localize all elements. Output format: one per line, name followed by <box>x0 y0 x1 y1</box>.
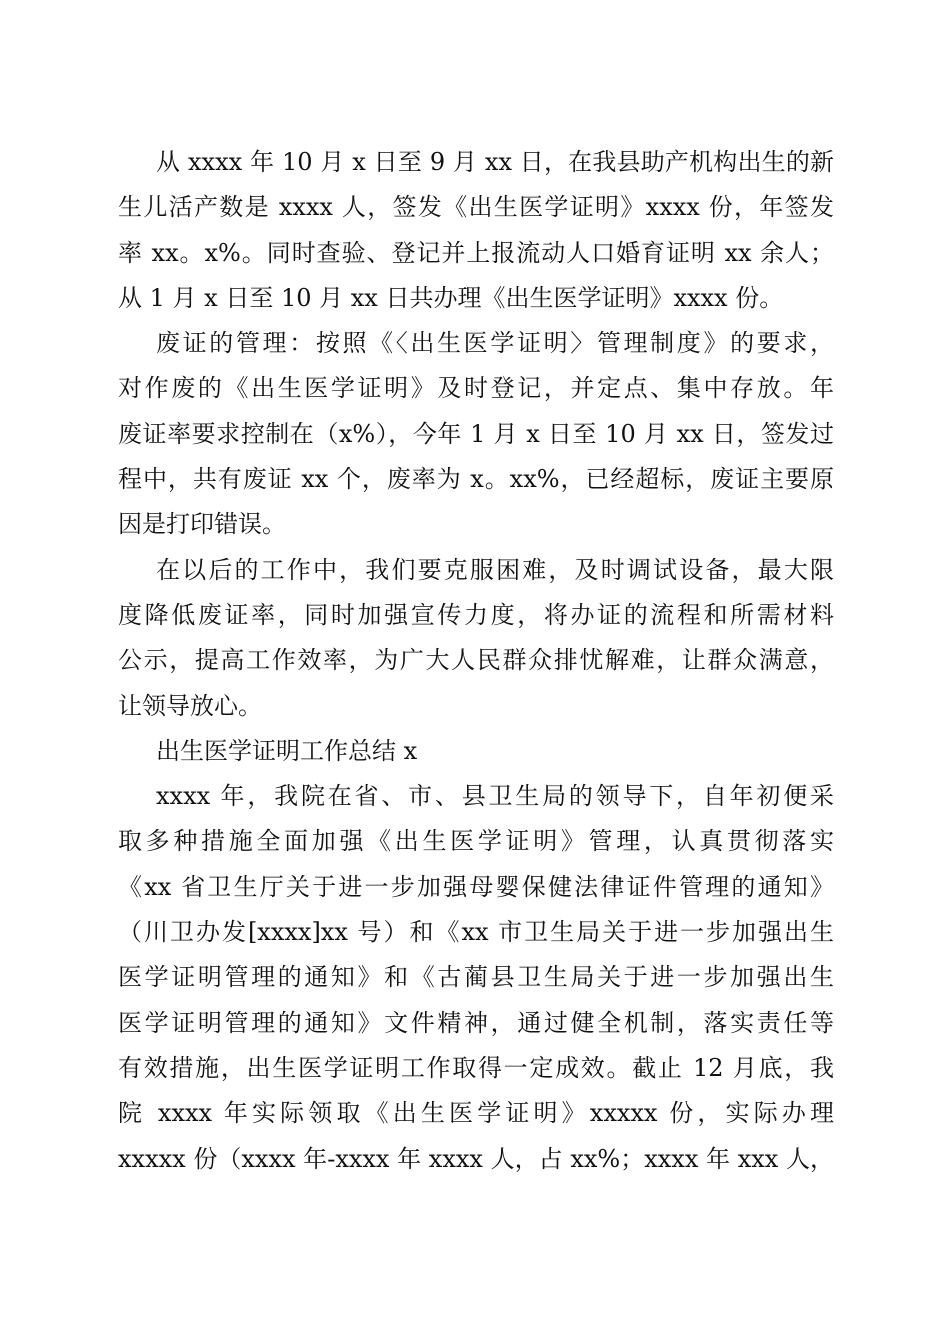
text-line: 院 xxxx 年实际领取《出生医学证明》xxxxx 份，实际办理 <box>118 1099 834 1128</box>
heading-line: 出生医学证明工作总结 x <box>156 736 418 765</box>
document-body <box>118 140 834 1182</box>
text-line: 生儿活产数是 xxxx 人，签发《出生医学证明》xxxx 份，年签发 <box>118 193 834 222</box>
text-line: 度降低废证率，同时加强宣传力度，将办证的流程和所需材料 <box>118 600 834 629</box>
text-line: 废证率要求控制在（x%），今年 1 月 x 日至 10 月 xx 日，签发过 <box>118 419 834 448</box>
text-line: 让领导放心。 <box>118 691 262 720</box>
text-line: 《xx 省卫生厅关于进一步加强母婴保健法律证件管理的通知》 <box>118 872 834 901</box>
text-line: 取多种措施全面加强《出生医学证明》管理，认真贯彻落实 <box>118 827 834 856</box>
text-line: 从 1 月 x 日至 10 月 xx 日共办理《出生医学证明》xxxx 份。 <box>118 283 784 312</box>
text-line: 医学证明管理的通知》和《古蔺县卫生局关于进一步加强出生 <box>118 963 834 992</box>
text-line: 废证的管理：按照《〈出生医学证明〉管理制度》的要求， <box>156 329 834 358</box>
text-line: 率 xx。x%。同时查验、登记并上报流动人口婚育证明 xx 余人； <box>118 238 834 267</box>
paragraph-statistics <box>118 140 834 321</box>
text-line: 医学证明管理的通知》文件精神，通过健全机制，落实责任等 <box>118 1008 834 1037</box>
text-line: xxxx 年，我院在省、市、县卫生局的领导下，自年初便采 <box>156 782 834 811</box>
section-heading <box>118 729 834 774</box>
text-line: 程中，共有废证 xx 个，废率为 x。xx%，已经超标，废证主要原 <box>118 465 834 494</box>
text-line: 公示，提高工作效率，为广大人民群众排忧解难，让群众满意， <box>118 646 834 675</box>
paragraph-hospital-summary <box>118 774 834 1182</box>
text-line: xxxxx 份（xxxx 年-xxxx 年 xxxx 人，占 xx%；xxxx 年 xxx 人， <box>118 1144 834 1173</box>
text-line: 因是打印错误。 <box>118 510 286 539</box>
text-line: 从 xxxx 年 10 月 x 日至 9 月 xx 日，在我县助产机构出生的新 <box>156 148 834 176</box>
paragraph-future-work <box>118 548 834 729</box>
text-line: 有效措施，出生医学证明工作取得一定成效。截止 12 月底，我 <box>118 1053 834 1082</box>
text-line: （川卫办发[xxxx]xx 号）和《xx 市卫生局关于进一步加强出生 <box>118 918 834 947</box>
paragraph-void-certificates <box>118 321 834 547</box>
text-line: 在以后的工作中，我们要克服困难，及时调试设备，最大限 <box>156 555 834 584</box>
text-line: 对作废的《出生医学证明》及时登记，并定点、集中存放。年 <box>118 374 834 403</box>
